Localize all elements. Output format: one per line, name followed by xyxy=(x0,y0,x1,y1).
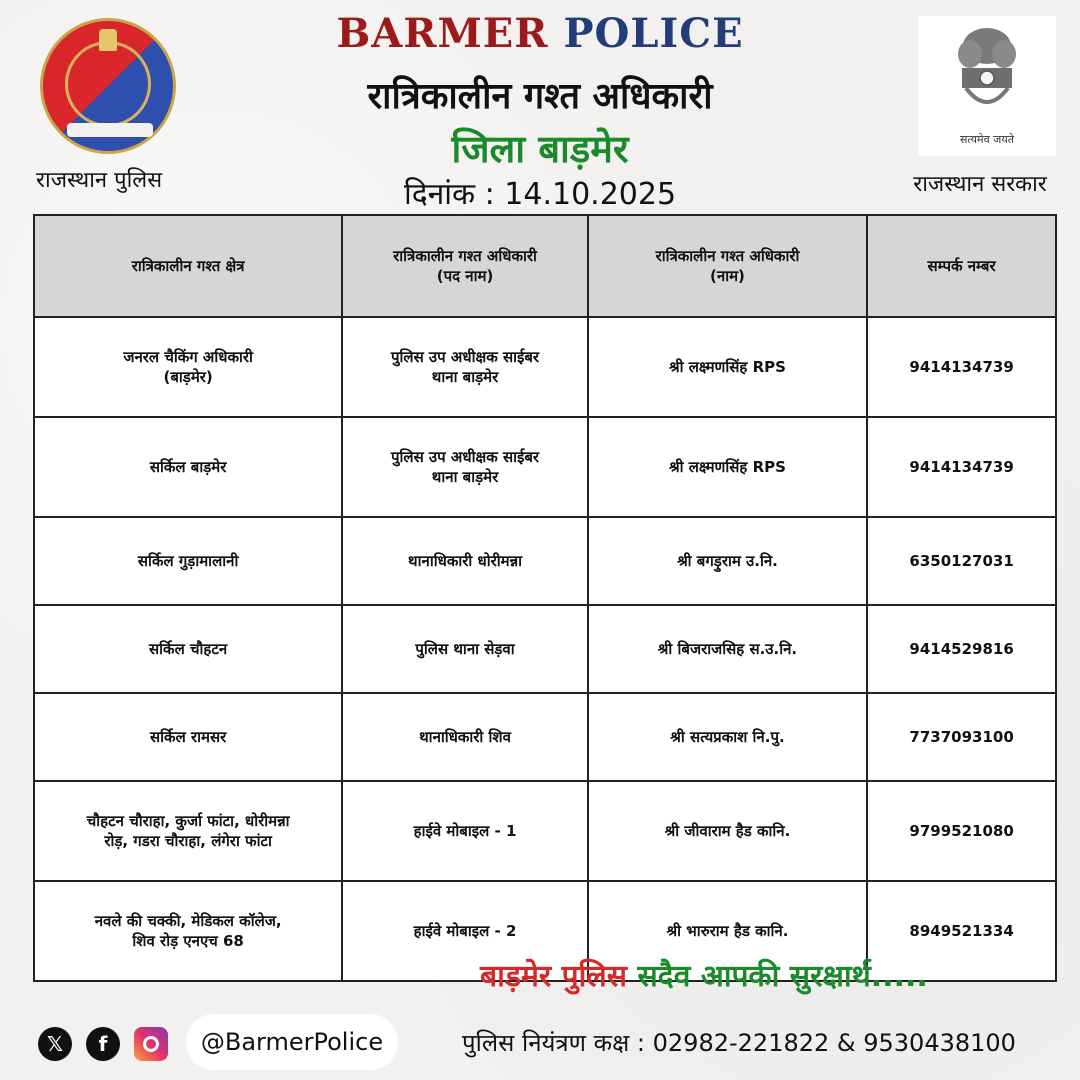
brand-part1: BARMER xyxy=(336,10,549,57)
cell-name: श्री बगड़ुराम उ.नि. xyxy=(588,517,867,605)
table-row xyxy=(34,317,1056,417)
cell-area: नवले की चक्की, मेडिकल कॉलेज, शिव रोड़ एनएच 68 xyxy=(34,881,342,981)
cell-phone: 9414134739 xyxy=(867,417,1056,517)
cell-phone: 9414134739 xyxy=(867,317,1056,417)
patrol-table xyxy=(33,214,1057,982)
brand-part2: POLICE xyxy=(563,10,744,57)
cell-phone: 6350127031 xyxy=(867,517,1056,605)
header-officer-name: रात्रिकालीन गश्त अधिकारी (नाम) xyxy=(588,215,867,317)
page-title: रात्रिकालीन गश्त अधिकारी xyxy=(367,76,713,117)
cell-phone: 9799521080 xyxy=(867,781,1056,881)
cell-name: श्री जीवाराम हैड कानि. xyxy=(588,781,867,881)
cell-phone: 8949521334 xyxy=(867,881,1056,981)
cell-name: श्री बिजराजसिह स.उ.नि. xyxy=(588,605,867,693)
lions-capital-icon xyxy=(952,24,1022,116)
cell-designation: थानाधिकारी शिव xyxy=(342,693,588,781)
cell-designation: हाईवे मोबाइल - 2 xyxy=(342,881,588,981)
cell-name: श्री लक्ष्मणसिंह RPS xyxy=(588,417,867,517)
table-row xyxy=(34,417,1056,517)
cell-area: जनरल चैकिंग अधिकारी (बाड़मेर) xyxy=(34,317,342,417)
tagline-part1: बाड़मेर पुलिस xyxy=(480,959,628,994)
rajasthan-police-logo-icon xyxy=(40,18,176,154)
logo-ribbon xyxy=(67,123,153,137)
cell-area: सर्किल गुड़ामालानी xyxy=(34,517,342,605)
table-header-row xyxy=(34,215,1056,317)
control-room-contact: पुलिस नियंत्रण कक्ष : 02982-221822 & 9530438100 xyxy=(462,1029,1016,1057)
cell-designation: पुलिस थाना सेड़वा xyxy=(342,605,588,693)
cell-phone: 7737093100 xyxy=(867,693,1056,781)
cell-area: सर्किल बाड़मेर xyxy=(34,417,342,517)
ashoka-emblem-icon xyxy=(918,16,1056,156)
table-row xyxy=(34,693,1056,781)
logo-emblem-shape xyxy=(99,29,117,51)
x-icon[interactable]: 𝕏 xyxy=(38,1027,72,1061)
header-officer-designation: रात्रिकालीन गश्त अधिकारी (पद नाम) xyxy=(342,215,588,317)
logo-inner-ring xyxy=(65,41,151,127)
cell-name: श्री लक्ष्मणसिंह RPS xyxy=(588,317,867,417)
date-label: दिनांक : 14.10.2025 xyxy=(403,177,677,212)
cell-designation: हाईवे मोबाइल - 1 xyxy=(342,781,588,881)
table-row xyxy=(34,781,1056,881)
cell-area: चौहटन चौराहा, कुर्जा फांटा, धोरीमन्ना रोड़, गडरा चौराहा, लंगेरा फांटा xyxy=(34,781,342,881)
table-row xyxy=(34,517,1056,605)
header-contact-number: सम्पर्क नम्बर xyxy=(867,215,1056,317)
table-row xyxy=(34,605,1056,693)
cell-designation: पुलिस उप अधीक्षक साईबर थाना बाड़मेर xyxy=(342,417,588,517)
cell-area: सर्किल रामसर xyxy=(34,693,342,781)
cell-name: श्री सत्यप्रकाश नि.पु. xyxy=(588,693,867,781)
social-handle[interactable]: @BarmerPolice xyxy=(186,1014,398,1070)
emblem-motto: सत्यमेव जयते xyxy=(959,133,1014,146)
cell-phone: 9414529816 xyxy=(867,605,1056,693)
right-caption: राजस्थान सरकार xyxy=(913,172,1047,197)
cell-designation: पुलिस उप अधीक्षक साईबर थाना बाड़मेर xyxy=(342,317,588,417)
brand-title xyxy=(300,10,780,57)
tagline xyxy=(480,954,1060,995)
cell-name: श्री भारुराम हैड कानि. xyxy=(588,881,867,981)
header-patrol-area: रात्रिकालीन गश्त क्षेत्र xyxy=(34,215,342,317)
instagram-icon[interactable] xyxy=(134,1027,168,1061)
facebook-icon[interactable]: f xyxy=(86,1027,120,1061)
social-links xyxy=(38,1026,168,1062)
cell-designation: थानाधिकारी धोरीमन्ना xyxy=(342,517,588,605)
instagram-ring xyxy=(143,1036,159,1052)
tagline-part2: सदैव आपकी सुरक्षार्थ..... xyxy=(637,959,928,994)
district-title: जिला बाड़मेर xyxy=(451,127,629,171)
cell-area: सर्किल चौहटन xyxy=(34,605,342,693)
left-caption: राजस्थान पुलिस xyxy=(36,168,163,193)
